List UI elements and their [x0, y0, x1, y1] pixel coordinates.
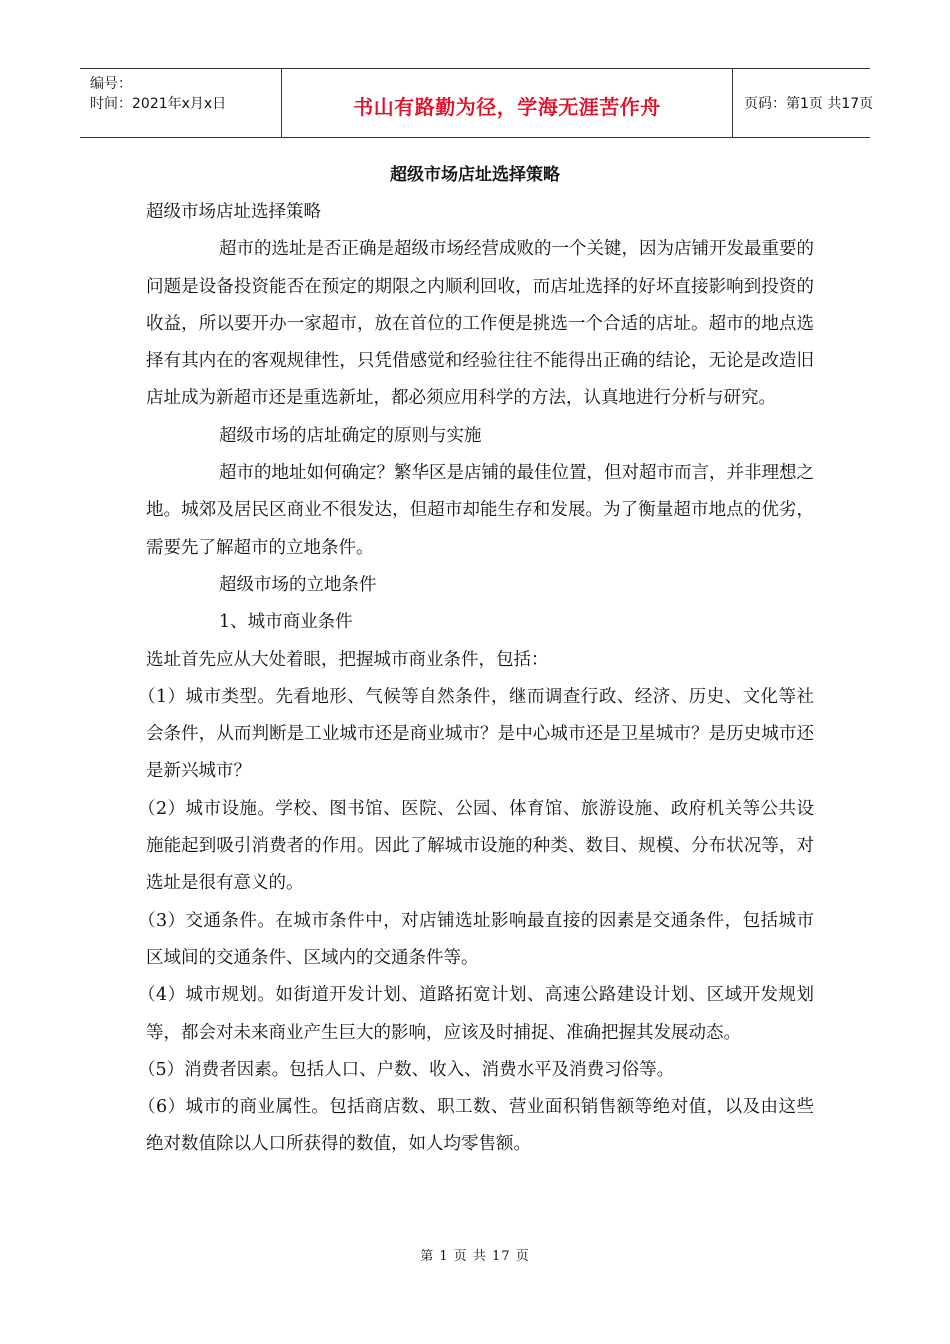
- list-item: （6）城市的商业属性。包括商店数、职工数、营业面积销售额等绝对值，以及由这些绝对数值除以人口所获得的数值，如人均零售额。: [138, 1097, 814, 1155]
- header-meta-cell: [80, 69, 280, 137]
- paragraph: 超级市场店址选择策略: [146, 202, 321, 222]
- serial-number-label: 编号：: [90, 76, 132, 92]
- paragraph: 超市的选址是否正确是超级市场经营成败的一个关键，因为店铺开发最重要的问题是设备投资能否在预定的期限之内顺利回收，而店址选择的好坏直接影响到投资的收益，所以要开办一家超市，放在首位的工作便是挑选一个合适的店址。超市的地点选择有其内在的客观规律性，只凭借感觉和经验往往不能得出正确的结论，无论是改造旧店址成为新超市还是重选新址，都必须应用科学的方法，认真地进行分析与研究。: [146, 239, 814, 409]
- paragraph: 超级市场的立地条件: [219, 574, 377, 595]
- list-item: （5）消费者因素。包括人口、户数、收入、消费水平及消费习俗等。: [138, 1059, 675, 1080]
- paragraph: 超市的地址如何确定？繁华区是店铺的最佳位置，但对超市而言，并非理想之地。城郊及居民区商业不很发达，但超市却能生存和发展。为了衡量超市地点的优劣，需要先了解超市的立地条件。: [146, 463, 814, 558]
- document-title: 超级市场店址选择策略: [390, 165, 560, 185]
- paragraph: 超级市场的店址确定的原则与实施: [219, 425, 482, 446]
- header-motto-cell: [281, 69, 733, 137]
- list-item: （2）城市设施。学校、图书馆、医院、公园、体育馆、旅游设施、政府机关等公共设施能起到吸引消费者的作用。因此了解城市设施的种类、数目、规模、分布状况等，对选址是很有意义的。: [138, 798, 814, 894]
- list-item: （4）城市规划。如街道开发计划、道路拓宽计划、高速公路建设计划、区域开发规划等，都会对未来商业产生巨大的影响，应该及时捕捉、准确把握其发展动态。: [138, 985, 814, 1043]
- list-item: （3）交通条件。在城市条件中，对店铺选址影响最直接的因素是交通条件，包括城市区域间的交通条件、区域内的交通条件等。: [138, 910, 814, 968]
- document-body: [138, 194, 814, 1164]
- paragraph: 1、城市商业条件: [219, 612, 353, 633]
- date-label: 时间：2021年x月x日: [90, 96, 227, 112]
- header-page-cell: [732, 69, 874, 137]
- list-item: （1）城市类型。先看地形、气候等自然条件，继而调查行政、经济、历史、文化等社会条件，从而判断是工业城市还是商业城市？是中心城市还是卫星城市？是历史城市还是新兴城市？: [138, 686, 814, 782]
- paragraph: 选址首先应从大处着眼，把握城市商业条件，包括：: [146, 649, 549, 670]
- page-number-label: 页码：第1页 共17页: [744, 96, 874, 112]
- page-footer: 第 1 页 共 17 页: [420, 1249, 530, 1264]
- header-table: [80, 68, 874, 138]
- motto-text: 书山有路勤为径，学海无涯苦作舟: [353, 95, 661, 119]
